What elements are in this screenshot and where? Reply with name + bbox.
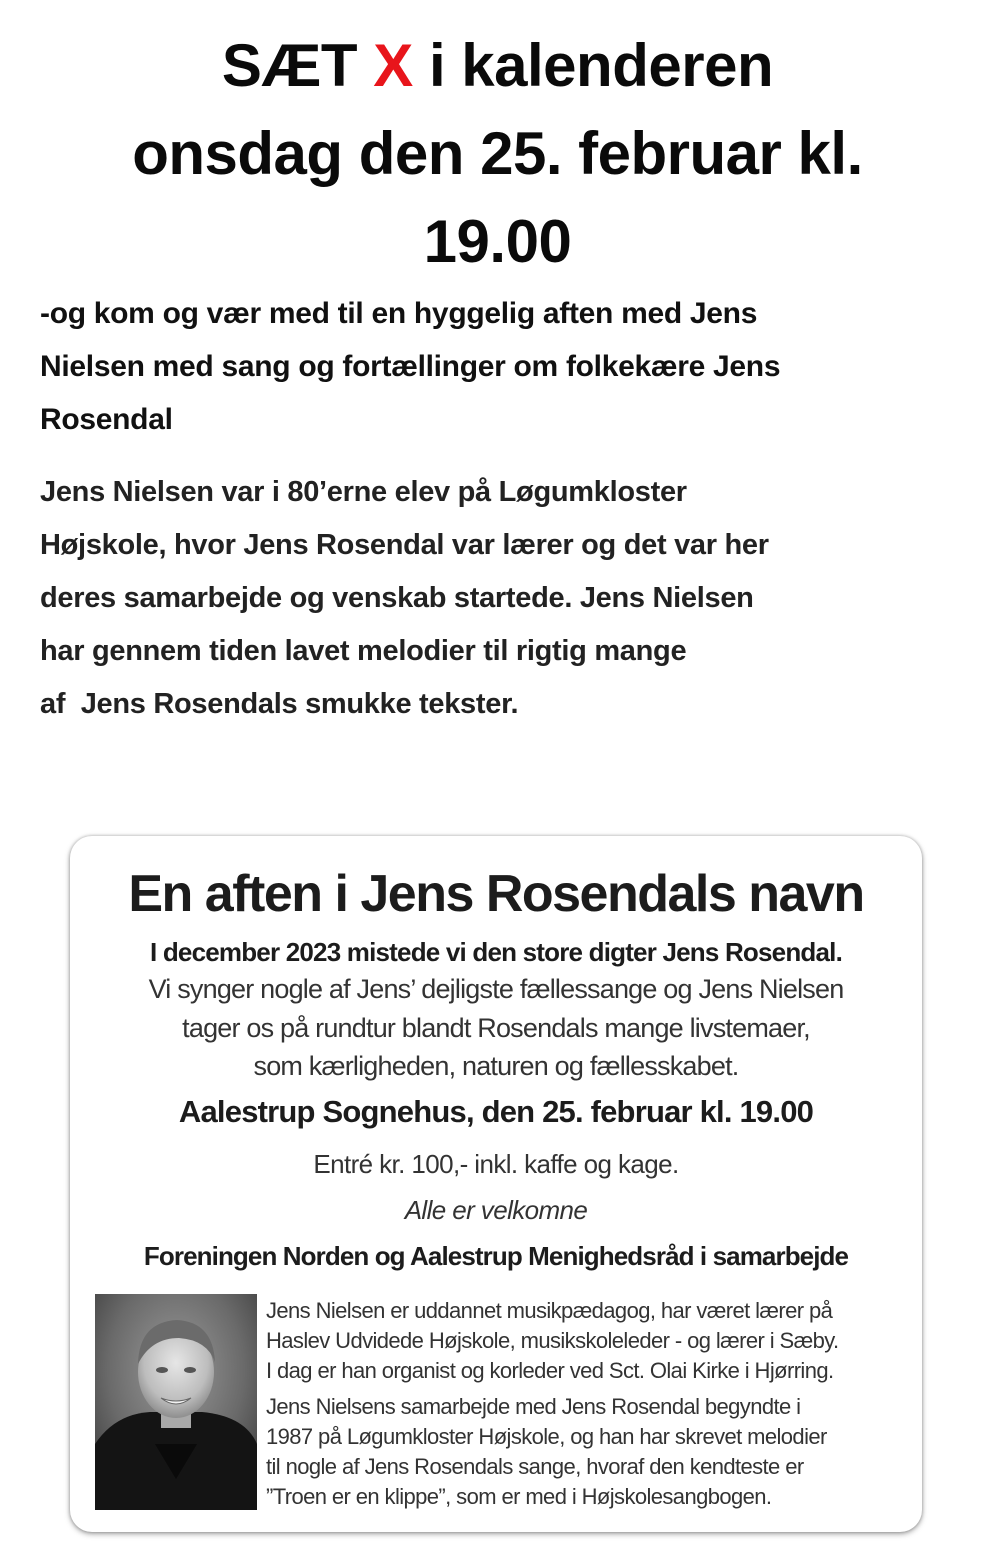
body-line: Jens Nielsen var i 80’erne elev på Løgumkloster <box>40 476 687 508</box>
flyer-title: En aften i Jens Rosendals navn <box>128 865 864 923</box>
intro-line: Nielsen med sang og fortællinger om folkekære Jens <box>40 350 781 383</box>
flyer-lead: I december 2023 mistede vi den store digter Jens Rosendal. <box>150 937 842 967</box>
event-flyer-card <box>70 836 922 1532</box>
intro-paragraph <box>40 287 940 446</box>
intro-line: Rosendal <box>40 403 173 436</box>
flyer-price: Entré kr. 100,- inkl. kaffe og kage. <box>313 1149 679 1179</box>
artist-bio <box>266 1296 906 1512</box>
bio-line: til nogle af Jens Rosendals sange, hvoraf den kendteste er <box>266 1454 804 1479</box>
headline-suffix: i kalenderen <box>428 32 774 99</box>
flyer-description-line: tager os på rundtur blandt Rosendals mange livstemaer, <box>182 1012 810 1043</box>
body-line: Højskole, hvor Jens Rosendal var lærer og det var her <box>40 529 769 561</box>
headline <box>0 22 995 286</box>
person-portrait-icon <box>95 1294 257 1510</box>
bio-line: ”Troen er en klippe”, som er med i Højskolesangbogen. <box>266 1484 772 1509</box>
bio-line: 1987 på Løgumkloster Højskole, og han har skrevet melodier <box>266 1424 827 1449</box>
bio-paragraph-1 <box>266 1296 906 1386</box>
flyer-welcome: Alle er velkomne <box>404 1195 588 1225</box>
calendar-x-mark: X <box>373 32 413 99</box>
flyer-venue-date: Aalestrup Sognehus, den 25. februar kl. 19.00 <box>178 1094 814 1129</box>
body-line: har gennem tiden lavet melodier til rigtig mange <box>40 635 687 667</box>
flyer-organizers: Foreningen Norden og Aalestrup Menighedsråd i samarbejde <box>143 1241 849 1271</box>
flyer-description-line: Vi synger nogle af Jens’ dejligste fællessange og Jens Nielsen <box>148 974 844 1004</box>
flyer-description <box>70 970 922 1086</box>
headline-line-3: 19.00 <box>423 208 572 275</box>
portrait-photo <box>95 1294 257 1510</box>
body-line: af Jens Rosendals smukke tekster. <box>40 688 519 720</box>
headline-prefix: SÆT <box>221 32 358 99</box>
bio-line: I dag er han organist og korleder ved Sct. Olai Kirke i Hjørring. <box>266 1358 834 1383</box>
headline-line-1 <box>0 22 995 110</box>
intro-line: -og kom og vær med til en hyggelig aften med Jens <box>40 297 758 330</box>
bio-line: Jens Nielsens samarbejde med Jens Rosendal begyndte i <box>266 1394 801 1419</box>
bio-line: Haslev Udvidede Højskole, musikskoleleder - og lærer i Sæby. <box>266 1328 839 1353</box>
bio-paragraph-2 <box>266 1392 906 1512</box>
body-paragraph <box>40 466 940 731</box>
body-line: deres samarbejde og venskab startede. Jens Nielsen <box>40 582 754 614</box>
bio-line: Jens Nielsen er uddannet musikpædagog, har været lærer på <box>266 1298 833 1323</box>
headline-line-2: onsdag den 25. februar kl. <box>132 120 863 187</box>
flyer-description-line: som kærligheden, naturen og fællesskabet. <box>253 1051 739 1081</box>
